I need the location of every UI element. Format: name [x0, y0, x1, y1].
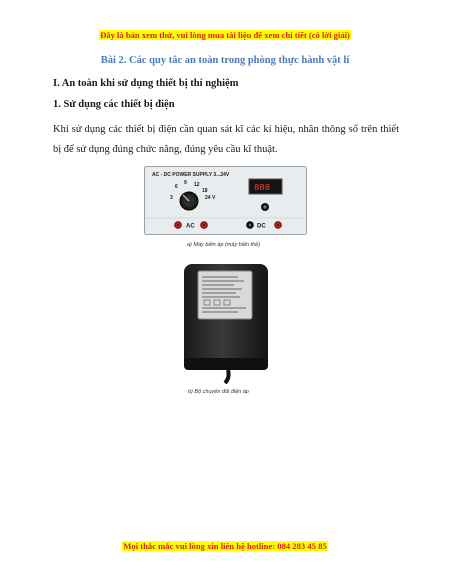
voltage-adapter-figure: [178, 262, 273, 384]
dial-label-3: 3: [170, 195, 173, 201]
subsection-heading: 1. Sử dụng các thiết bị điện: [53, 99, 175, 110]
ac-label: AC: [186, 223, 195, 230]
section-heading: I. An toàn khi sử dụng thiết bị thí nghiệm: [53, 78, 239, 89]
preview-banner-text: Đây là bản xem thử, vui lòng mua tài liệu để xem chi tiết (có lời giải): [100, 30, 350, 40]
power-supply-figure: [144, 166, 307, 235]
lesson-title: Bài 2. Các quy tắc an toàn trong phòng thực hành vật lí: [100, 55, 350, 66]
figure2-caption: b) Bộ chuyển đổi điện áp: [188, 389, 249, 395]
preview-banner: [0, 25, 450, 43]
dial-label-18: 18: [202, 188, 208, 194]
hotline-banner-text: Mọi thắc mắc vui lòng xin liên hệ hotline: 084 283 45 85: [123, 541, 327, 551]
dc-label: DC: [257, 223, 266, 230]
figure1-caption: a) Máy biến áp (máy biến thế): [187, 242, 261, 248]
adapter-cable: [225, 370, 229, 383]
panel-title: AC - DC POWER SUPPLY 3...24V: [152, 172, 230, 178]
hotline-banner: [0, 536, 450, 554]
dial-label-9: 9: [184, 180, 187, 186]
dial-label-24: 24 V: [205, 195, 216, 201]
dial-label-6: 6: [175, 184, 178, 190]
display-value: 888: [254, 183, 271, 193]
body-paragraph: Khi sử dụng các thiết bị điện cần quan sát kĩ các kí hiệu, nhãn thông số trên thiết bị để sử dụng đúng chức năng, đúng yêu cầu kĩ thuật.: [53, 124, 399, 155]
dial-label-12: 12: [194, 182, 200, 188]
